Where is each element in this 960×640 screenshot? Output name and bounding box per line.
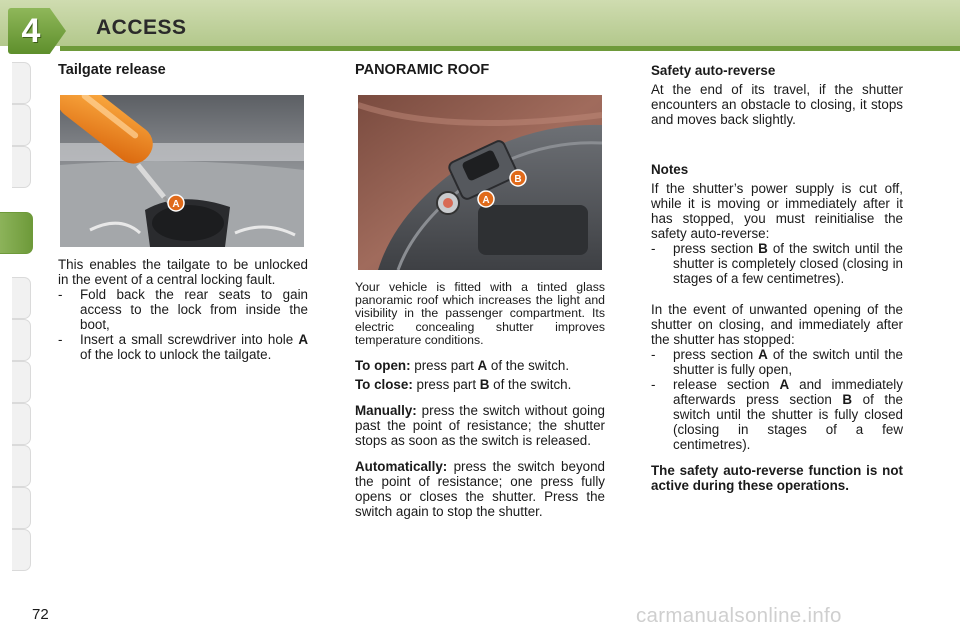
chapter-side-tabs: [0, 62, 34, 577]
notes-text: If the shutter’s power supply is cut off, while it is moving or immediately after it has stopped, you must reinitialise the safety auto-reverse:: [651, 181, 903, 241]
callout-b-roof: B: [514, 174, 522, 185]
safety-text: At the end of its travel, if the shutter encounters an obstacle to closing, it stops and moves back slightly.: [651, 82, 903, 127]
tailgate-step: - Fold back the rear seats to gain access to the lock from inside the boot,: [58, 287, 308, 332]
side-tab-8[interactable]: [12, 403, 31, 445]
callout-a-roof: A: [482, 195, 490, 206]
side-tab-10[interactable]: [12, 487, 31, 529]
unwanted-step: - press section A of the switch until the shutter is fully open,: [651, 347, 903, 377]
roof-auto-text: Automatically: press the switch beyond the point of resistance; one press fully opens or closes the shutter. Press the switch again to stop the shutter.: [355, 459, 605, 520]
roof-intro: Your vehicle is fitted with a tinted glass panoramic roof which increases the light and visibility in the passenger compartment. Its electric concealing shutter improves temperature conditions.: [355, 280, 605, 347]
safety-column: [651, 63, 903, 493]
side-tab-9[interactable]: [12, 445, 31, 487]
roof-switch-illustration: [358, 95, 602, 270]
tailgate-heading-block: [58, 63, 308, 78]
page-number: 72: [32, 606, 49, 623]
roof-switch-photo: [358, 95, 602, 270]
roof-close-line: To close: press part B of the switch.: [355, 377, 572, 393]
callout-a-tailgate: A: [172, 199, 180, 210]
side-tab-5[interactable]: [12, 277, 31, 319]
side-tab-1[interactable]: [12, 62, 31, 104]
section-title: ACCESS: [96, 16, 187, 39]
header-rule: [60, 46, 960, 51]
roof-body: [355, 281, 605, 519]
tailgate-lock-photo: [60, 95, 304, 247]
side-tab-11[interactable]: [12, 529, 31, 571]
roof-heading-block: [355, 63, 605, 78]
side-tab-6[interactable]: [12, 319, 31, 361]
notes-step: - press section B of the switch until the shutter is completely closed (closing in stages of a few centimetres).: [651, 241, 903, 286]
roof-heading: PANORAMIC ROOF: [355, 62, 490, 78]
safety-heading: Safety auto-reverse: [651, 63, 776, 78]
tailgate-heading: Tailgate release: [58, 62, 166, 78]
roof-open-line: To open: press part A of the switch.: [355, 358, 570, 374]
side-tab-3[interactable]: [12, 146, 31, 188]
unwanted-opening-text: In the event of unwanted opening of the shutter on closing, and immediately after the shutter has stopped:: [651, 302, 903, 347]
safety-warning: The safety auto-reverse function is not active during these operations.: [651, 463, 903, 493]
side-tab-7[interactable]: [12, 361, 31, 403]
notes-heading: Notes: [651, 162, 689, 177]
roof-manual-text: Manually: press the switch without going past the point of resistance; the shutter stops as soon as the switch is released.: [355, 403, 605, 449]
side-tab-2[interactable]: [12, 104, 31, 146]
tailgate-lock-illustration: [60, 95, 304, 247]
watermark: carmanualsonline.info: [636, 604, 842, 627]
side-tab-active[interactable]: [0, 212, 33, 254]
tailgate-intro: This enables the tailgate to be unlocked in the event of a central locking fault.: [58, 257, 308, 287]
tailgate-body: [58, 257, 308, 362]
unwanted-step: - release section A and immediately afterwards press section B of the switch until the shutter is fully closed (closing in stages of a few centimetres).: [651, 377, 903, 452]
chapter-number: 4: [21, 11, 41, 50]
tailgate-step: - Insert a small screwdriver into hole A of the lock to unlock the tailgate.: [58, 332, 308, 362]
